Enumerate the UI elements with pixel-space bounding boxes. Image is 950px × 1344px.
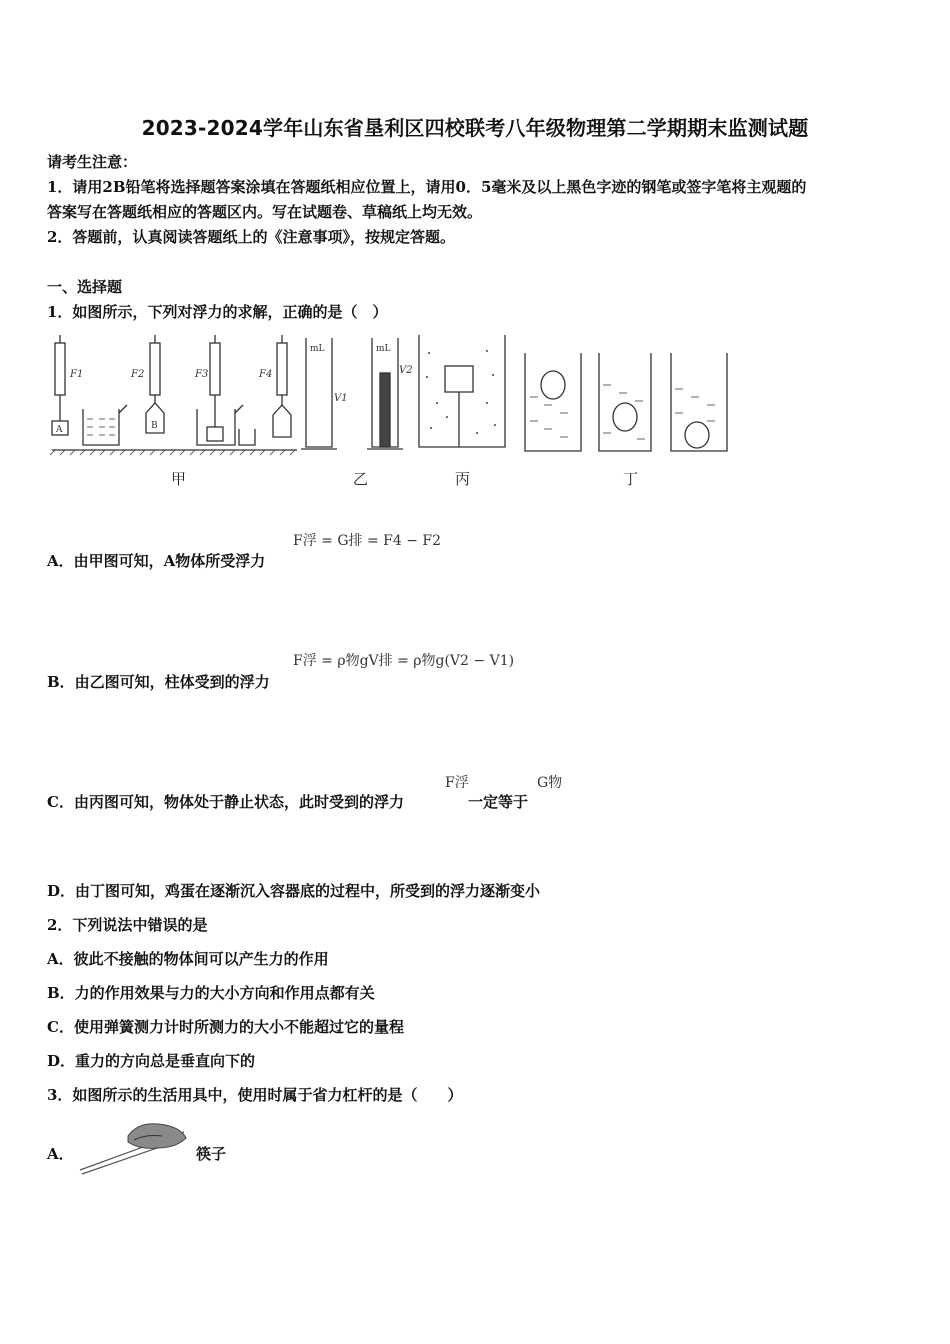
- label-F2: F2: [131, 369, 145, 380]
- label-B: B: [151, 421, 158, 431]
- q1-option-d: D．由丁图可知，鸡蛋在逐渐沉入容器底的过程中，所受到的浮力逐渐变小: [47, 882, 541, 900]
- page-title: 2023-2024学年山东省垦利区四校联考八年级物理第二学期期末监测试题: [141, 116, 809, 140]
- figure-caption-jia: 甲: [171, 470, 187, 488]
- q1-option-c: C．由丙图可知，物体处于静止状态，此时受到的浮力: [47, 793, 404, 811]
- figure-caption-ding: 丁: [623, 470, 639, 488]
- q2-stem: 2．下列说法中错误的是: [47, 916, 208, 934]
- q1-option-a: A．由甲图可知，A物体所受浮力: [47, 552, 266, 570]
- label-A: A: [56, 425, 63, 435]
- q2-option-a: A．彼此不接触的物体间可以产生力的作用: [47, 950, 329, 968]
- label-V2: V2: [399, 365, 413, 376]
- q3-stem: 3．如图所示的生活用具中，使用时属于省力杠杆的是（ ）: [47, 1086, 463, 1104]
- q2-option-b: B．力的作用效果与力的大小方向和作用点都有关: [47, 984, 375, 1002]
- q1-stem: 1．如图所示，下列对浮力的求解，正确的是（ ）: [47, 303, 388, 321]
- q1-option-b-formula: F浮 = ρ物gV排 = ρ物g(V2 − V1): [293, 653, 515, 669]
- q1-option-c-formula-1: F浮: [445, 775, 469, 791]
- q1-figure: [47, 333, 737, 503]
- q1-option-c-formula-2: G物: [537, 775, 563, 791]
- q1-option-c-mid: 一定等于: [468, 793, 529, 811]
- q3-option-a-label: 筷子: [196, 1145, 227, 1163]
- chopsticks-image: [76, 1118, 192, 1176]
- q1-option-b: B．由乙图可知，柱体受到的浮力: [47, 673, 270, 691]
- section-heading: 一、选择题: [47, 278, 123, 296]
- label-F1: F1: [70, 369, 84, 380]
- label-mL-2: mL: [376, 344, 391, 354]
- figure-caption-bing: 丙: [455, 470, 471, 488]
- q3-option-a-prefix: A．: [47, 1145, 74, 1163]
- notice-line-1b: 答案写在答题纸相应的答题区内。写在试题卷、草稿纸上均无效。: [47, 203, 483, 221]
- q2-option-d: D．重力的方向总是垂直向下的: [47, 1052, 256, 1070]
- notice-line-2: 2．答题前，认真阅读答题纸上的《注意事项》，按规定答题。: [47, 228, 455, 246]
- notice-line-1: 1．请用2B铅笔将选择题答案涂填在答题纸相应位置上，请用0．5毫米及以上黑色字迹的钢笔或签字笔将主观题的: [47, 178, 807, 196]
- label-mL-1: mL: [310, 344, 325, 354]
- label-V1: V1: [334, 393, 348, 404]
- q2-option-c: C．使用弹簧测力计时所测力的大小不能超过它的量程: [47, 1018, 404, 1036]
- notice-heading: 请考生注意：: [47, 153, 138, 171]
- q1-option-a-formula: F浮 = G排 = F4 − F2: [293, 533, 442, 549]
- label-F4: F4: [259, 369, 273, 380]
- figure-caption-yi: 乙: [353, 470, 369, 488]
- label-F3: F3: [195, 369, 209, 380]
